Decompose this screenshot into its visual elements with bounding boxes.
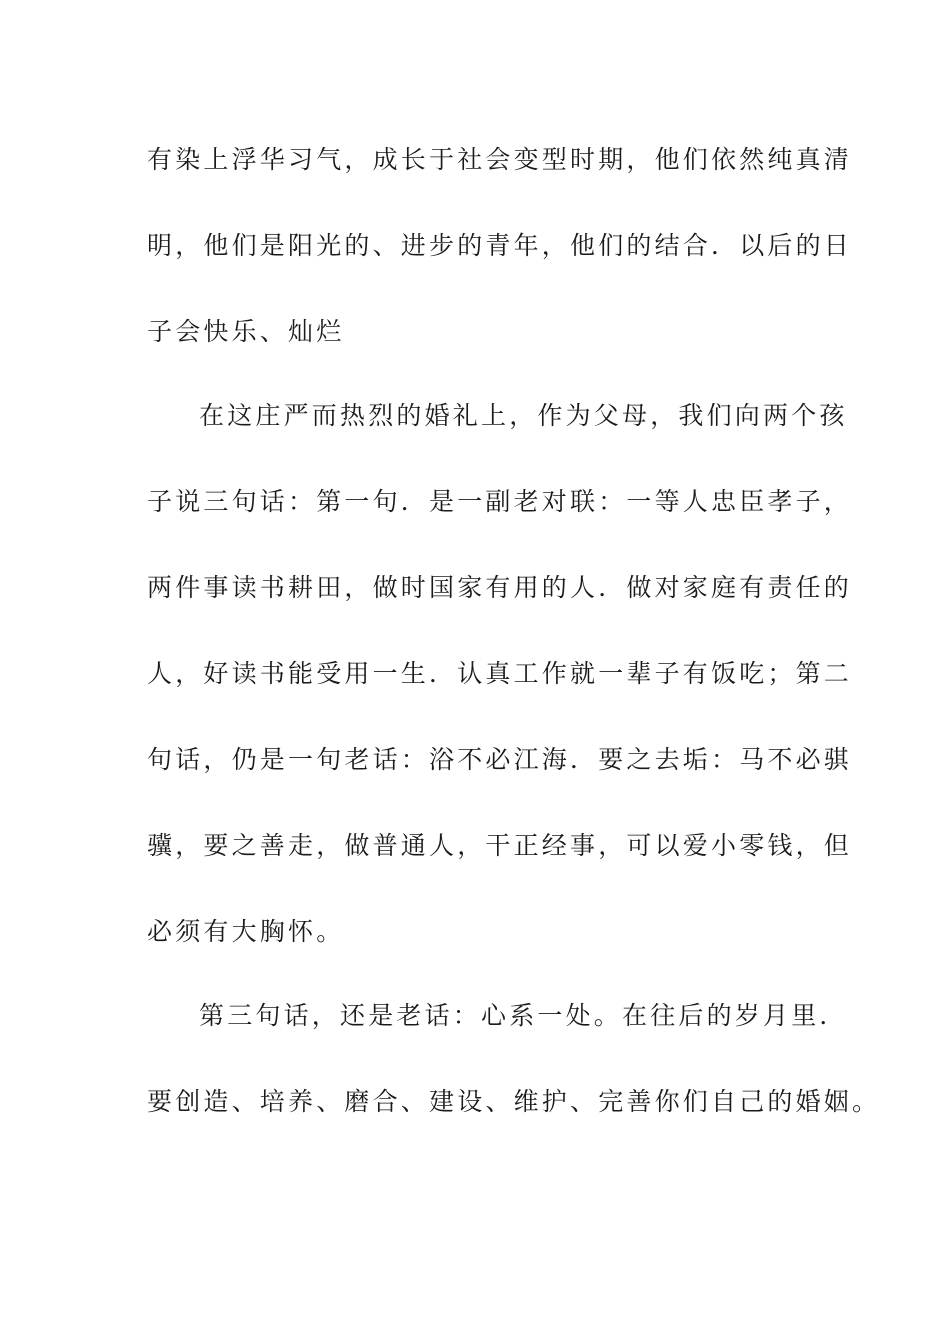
text-line-6: 两件事读书耕田，做时国家有用的人．做对家庭有责任的 [147, 573, 853, 602]
text-line-1: 有染上浮华习气，成长于社会变型时期，他们依然纯真清 [147, 145, 853, 174]
text-line-3: 子会快乐、灿烂 [147, 317, 345, 346]
text-line-2: 明，他们是阳光的、进步的青年，他们的结合．以后的日 [147, 231, 853, 260]
text-line-7: 人，好读书能受用一生．认真工作就一辈子有饭吃；第二 [147, 659, 853, 688]
text-line-9: 骥，要之善走，做普通人，干正经事，可以爱小零钱，但 [147, 831, 853, 860]
text-line-5: 子说三句话：第一句．是一副老对联：一等人忠臣孝子， [147, 487, 853, 516]
text-line-12: 要创造、培养、磨合、建设、维护、完善你们自己的婚姻。 [147, 1087, 881, 1116]
text-line-10: 必须有大胸怀。 [147, 917, 345, 946]
text-line-8: 句话，仍是一句老话：浴不必江海．要之去垢：马不必骐 [147, 745, 853, 774]
text-line-4: 在这庄严而热烈的婚礼上，作为父母，我们向两个孩 [199, 401, 848, 430]
text-line-11: 第三句话，还是老话：心系一处。在往后的岁月里． [199, 1001, 848, 1030]
